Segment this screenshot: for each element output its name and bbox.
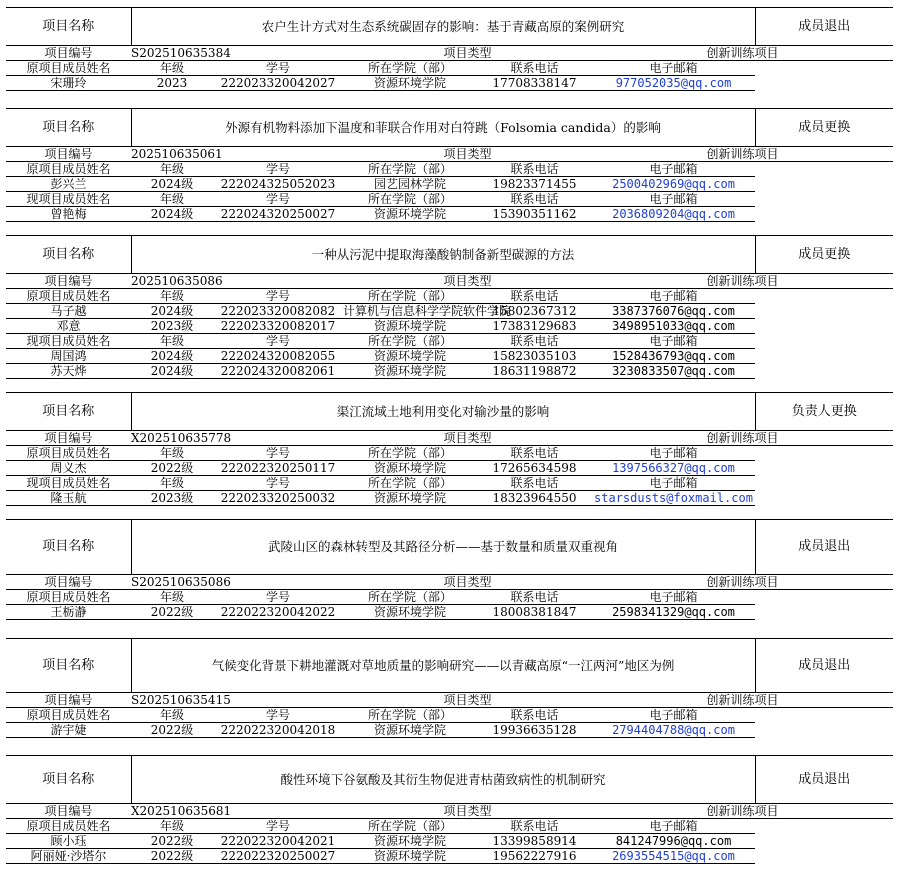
project-number-label: 项目编号 <box>6 804 131 819</box>
member-student-id: 222023320042027 <box>213 76 343 91</box>
column-header-grade: 年级 <box>131 476 213 491</box>
member-name: 游宇婕 <box>6 723 131 738</box>
member-group-label: 原项目成员姓名 <box>6 289 131 304</box>
member-group-label: 现项目成员姓名 <box>6 192 131 207</box>
project-type: 创新训练项目 <box>592 46 893 61</box>
member-name: 曾艳梅 <box>6 207 131 222</box>
project-block <box>6 755 893 864</box>
member-name: 周义杰 <box>6 461 131 476</box>
project-type-label: 项目类型 <box>343 274 592 289</box>
column-header-grade: 年级 <box>131 819 213 834</box>
column-header-phone: 联系电话 <box>477 61 592 76</box>
project-title: 武陵山区的森林转型及其路径分析——基于数量和质量双重视角 <box>131 520 755 575</box>
column-header-email: 电子邮箱 <box>592 476 755 491</box>
column-header-phone: 联系电话 <box>477 708 592 723</box>
column-header-grade: 年级 <box>131 61 213 76</box>
original-members-header-row <box>6 289 893 304</box>
member-email[interactable]: 2500402969@qq.com <box>592 177 755 192</box>
project-block <box>6 235 893 379</box>
column-header-college: 所在学院（部） <box>343 61 477 76</box>
column-header-email: 电子邮箱 <box>592 590 755 605</box>
member-row <box>6 304 893 319</box>
project-type: 创新训练项目 <box>592 431 893 446</box>
member-row <box>6 349 893 364</box>
project-title: 气候变化背景下耕地灌溉对草地质量的影响研究——以青藏高原“一江两河”地区为例 <box>131 639 755 693</box>
member-name: 顾小珏 <box>6 834 131 849</box>
project-type: 创新训练项目 <box>592 575 893 590</box>
member-student-id: 222024320082061 <box>213 364 343 379</box>
project-name-label: 项目名称 <box>6 8 131 46</box>
project-header-row <box>6 393 893 431</box>
project-header-row <box>6 520 893 575</box>
member-email: 3387376076@qq.com <box>592 304 755 319</box>
current-members-header-row <box>6 192 893 207</box>
member-phone: 15390351162 <box>477 207 592 222</box>
project-block <box>6 638 893 738</box>
project-type: 创新训练项目 <box>592 274 893 289</box>
change-type: 成员退出 <box>755 639 893 693</box>
column-header-student-id: 学号 <box>213 590 343 605</box>
project-block <box>6 392 893 506</box>
member-name: 隆玉航 <box>6 491 131 506</box>
column-header-college: 所在学院（部） <box>343 819 477 834</box>
column-header-student-id: 学号 <box>213 446 343 461</box>
project-type-label: 项目类型 <box>343 431 592 446</box>
member-grade: 2022级 <box>131 849 213 864</box>
member-grade: 2024级 <box>131 304 213 319</box>
column-header-grade: 年级 <box>131 289 213 304</box>
column-header-phone: 联系电话 <box>477 192 592 207</box>
column-header-email: 电子邮箱 <box>592 192 755 207</box>
member-row <box>6 834 893 849</box>
change-type: 成员退出 <box>755 8 893 46</box>
project-number-label: 项目编号 <box>6 274 131 289</box>
member-name: 宋珊玲 <box>6 76 131 91</box>
member-phone: 18008381847 <box>477 605 592 620</box>
member-email: 841247996@qq.com <box>592 834 755 849</box>
member-name: 苏天烨 <box>6 364 131 379</box>
member-college: 资源环境学院 <box>343 364 477 379</box>
member-student-id: 222024325052023 <box>213 177 343 192</box>
member-college: 资源环境学院 <box>343 834 477 849</box>
member-group-label: 原项目成员姓名 <box>6 162 131 177</box>
column-header-student-id: 学号 <box>213 708 343 723</box>
column-header-college: 所在学院（部） <box>343 289 477 304</box>
project-number-row <box>6 147 893 162</box>
member-student-id: 222024320250027 <box>213 207 343 222</box>
change-type: 成员更换 <box>755 109 893 147</box>
member-name: 王栃瀞 <box>6 605 131 620</box>
member-email[interactable]: 1397566327@qq.com <box>592 461 755 476</box>
current-members-header-row <box>6 476 893 491</box>
project-name-label: 项目名称 <box>6 109 131 147</box>
member-college: 资源环境学院 <box>343 349 477 364</box>
column-header-student-id: 学号 <box>213 162 343 177</box>
column-header-student-id: 学号 <box>213 61 343 76</box>
member-row <box>6 461 893 476</box>
member-phone: 17708338147 <box>477 76 592 91</box>
column-header-student-id: 学号 <box>213 289 343 304</box>
project-number: X202510635778 <box>131 431 343 446</box>
project-type-label: 项目类型 <box>343 46 592 61</box>
member-college: 资源环境学院 <box>343 723 477 738</box>
project-type: 创新训练项目 <box>592 147 893 162</box>
member-grade: 2024级 <box>131 364 213 379</box>
project-title: 外源有机物料添加下温度和菲联合作用对白符跳（Folsomia candida）的影响 <box>131 109 755 147</box>
column-header-college: 所在学院（部） <box>343 162 477 177</box>
member-email: 1528436793@qq.com <box>592 349 755 364</box>
project-header-row <box>6 756 893 804</box>
project-type: 创新训练项目 <box>592 693 893 708</box>
project-type: 创新训练项目 <box>592 804 893 819</box>
member-email[interactable]: starsdusts@foxmail.com <box>592 491 755 506</box>
member-row <box>6 319 893 334</box>
project-title: 农户生计方式对生态系统碳固存的影响：基于青藏高原的案例研究 <box>131 8 755 46</box>
project-type-label: 项目类型 <box>343 804 592 819</box>
member-email[interactable]: 2794404788@qq.com <box>592 723 755 738</box>
member-grade: 2024级 <box>131 349 213 364</box>
project-number-label: 项目编号 <box>6 46 131 61</box>
project-header-row <box>6 639 893 693</box>
member-college: 资源环境学院 <box>343 491 477 506</box>
column-header-email: 电子邮箱 <box>592 819 755 834</box>
project-number: 202510635086 <box>131 274 343 289</box>
column-header-college: 所在学院（部） <box>343 708 477 723</box>
member-student-id: 222022320250117 <box>213 461 343 476</box>
change-type: 成员退出 <box>755 520 893 575</box>
member-student-id: 222022320042022 <box>213 605 343 620</box>
member-row <box>6 849 893 864</box>
project-block <box>6 519 893 620</box>
project-number-row <box>6 575 893 590</box>
column-header-email: 电子邮箱 <box>592 446 755 461</box>
project-number-row <box>6 46 893 61</box>
member-group-label: 原项目成员姓名 <box>6 590 131 605</box>
member-group-label: 现项目成员姓名 <box>6 334 131 349</box>
project-name-label: 项目名称 <box>6 236 131 274</box>
member-name: 阿丽娅·沙塔尔 <box>6 849 131 864</box>
current-members-header-row <box>6 334 893 349</box>
member-email[interactable]: 977052035@qq.com <box>592 76 755 91</box>
project-name-label: 项目名称 <box>6 393 131 431</box>
member-phone: 15823035103 <box>477 349 592 364</box>
member-phone: 17265634598 <box>477 461 592 476</box>
project-name-label: 项目名称 <box>6 756 131 804</box>
member-name: 周国鸿 <box>6 349 131 364</box>
project-number: S202510635384 <box>131 46 343 61</box>
member-grade: 2022级 <box>131 834 213 849</box>
member-email: 3498951033@qq.com <box>592 319 755 334</box>
member-college: 资源环境学院 <box>343 849 477 864</box>
change-type: 成员退出 <box>755 756 893 804</box>
project-title: 一种从污泥中提取海藻酸钠制备新型碳源的方法 <box>131 236 755 274</box>
member-email: 2598341329@qq.com <box>592 605 755 620</box>
project-type-label: 项目类型 <box>343 693 592 708</box>
original-members-header-row <box>6 162 893 177</box>
member-college: 资源环境学院 <box>343 461 477 476</box>
project-number-label: 项目编号 <box>6 575 131 590</box>
member-row <box>6 605 893 620</box>
member-name: 邓意 <box>6 319 131 334</box>
member-group-label: 原项目成员姓名 <box>6 819 131 834</box>
project-number: 202510635061 <box>131 147 343 162</box>
member-grade: 2022级 <box>131 605 213 620</box>
project-title: 渠江流域土地利用变化对输沙量的影响 <box>131 393 755 431</box>
column-header-college: 所在学院（部） <box>343 476 477 491</box>
member-student-id: 222022320042018 <box>213 723 343 738</box>
column-header-phone: 联系电话 <box>477 590 592 605</box>
member-phone: 13399858914 <box>477 834 592 849</box>
member-group-label: 原项目成员姓名 <box>6 61 131 76</box>
column-header-college: 所在学院（部） <box>343 334 477 349</box>
original-members-header-row <box>6 819 893 834</box>
project-name-label: 项目名称 <box>6 520 131 575</box>
member-college: 计算机与信息科学学院软件学院 <box>343 304 512 318</box>
column-header-phone: 联系电话 <box>477 162 592 177</box>
member-email[interactable]: 2693554515@qq.com <box>592 849 755 864</box>
original-members-header-row <box>6 61 893 76</box>
column-header-grade: 年级 <box>131 192 213 207</box>
member-email: 3230833507@qq.com <box>592 364 755 379</box>
column-header-phone: 联系电话 <box>477 476 592 491</box>
change-type: 负责人更换 <box>755 393 893 431</box>
member-student-id: 222023320250032 <box>213 491 343 506</box>
project-number-label: 项目编号 <box>6 431 131 446</box>
column-header-grade: 年级 <box>131 446 213 461</box>
member-name: 马子越 <box>6 304 131 319</box>
member-row <box>6 76 893 91</box>
original-members-header-row <box>6 590 893 605</box>
member-student-id: 222023320082017 <box>213 319 343 334</box>
column-header-grade: 年级 <box>131 334 213 349</box>
member-phone: 19823371455 <box>477 177 592 192</box>
column-header-phone: 联系电话 <box>477 334 592 349</box>
project-type-label: 项目类型 <box>343 147 592 162</box>
project-number-row <box>6 693 893 708</box>
member-email[interactable]: 2036809204@qq.com <box>592 207 755 222</box>
project-number-label: 项目编号 <box>6 693 131 708</box>
member-phone: 18631198872 <box>477 364 592 379</box>
member-phone: 15802367312 <box>477 304 592 319</box>
member-grade: 2022级 <box>131 461 213 476</box>
member-row <box>6 491 893 506</box>
member-row <box>6 207 893 222</box>
column-header-email: 电子邮箱 <box>592 289 755 304</box>
project-number: S202510635415 <box>131 693 343 708</box>
column-header-email: 电子邮箱 <box>592 708 755 723</box>
member-student-id: 222024320082055 <box>213 349 343 364</box>
member-row <box>6 177 893 192</box>
column-header-grade: 年级 <box>131 590 213 605</box>
project-block <box>6 7 893 91</box>
member-group-label: 现项目成员姓名 <box>6 476 131 491</box>
column-header-grade: 年级 <box>131 162 213 177</box>
member-student-id: 222023320082082 <box>213 304 343 319</box>
project-header-row <box>6 8 893 46</box>
column-header-student-id: 学号 <box>213 819 343 834</box>
member-student-id: 222022320042021 <box>213 834 343 849</box>
project-number-row <box>6 431 893 446</box>
column-header-email: 电子邮箱 <box>592 61 755 76</box>
member-grade: 2024级 <box>131 177 213 192</box>
column-header-college: 所在学院（部） <box>343 446 477 461</box>
member-student-id: 222022320250027 <box>213 849 343 864</box>
member-phone: 18323964550 <box>477 491 592 506</box>
project-number-row <box>6 274 893 289</box>
project-block <box>6 108 893 222</box>
member-college: 园艺园林学院 <box>343 177 477 192</box>
original-members-header-row <box>6 446 893 461</box>
project-header-row <box>6 236 893 274</box>
member-college: 资源环境学院 <box>343 319 477 334</box>
member-phone: 19562227916 <box>477 849 592 864</box>
member-grade: 2024级 <box>131 207 213 222</box>
member-phone: 17383129683 <box>477 319 592 334</box>
member-grade: 2022级 <box>131 723 213 738</box>
project-title: 酸性环境下谷氨酸及其衍生物促进青枯菌致病性的机制研究 <box>131 756 755 804</box>
project-name-label: 项目名称 <box>6 639 131 693</box>
project-number-label: 项目编号 <box>6 147 131 162</box>
original-members-header-row <box>6 708 893 723</box>
member-row <box>6 364 893 379</box>
column-header-phone: 联系电话 <box>477 446 592 461</box>
member-grade: 2023级 <box>131 491 213 506</box>
column-header-email: 电子邮箱 <box>592 334 755 349</box>
column-header-phone: 联系电话 <box>477 289 592 304</box>
member-college: 资源环境学院 <box>343 76 477 91</box>
column-header-student-id: 学号 <box>213 334 343 349</box>
member-college: 资源环境学院 <box>343 207 477 222</box>
column-header-college: 所在学院（部） <box>343 590 477 605</box>
project-type-label: 项目类型 <box>343 575 592 590</box>
member-name: 彭兴兰 <box>6 177 131 192</box>
column-header-grade: 年级 <box>131 708 213 723</box>
project-header-row <box>6 109 893 147</box>
member-grade: 2023 <box>131 76 213 91</box>
project-number: S202510635086 <box>131 575 343 590</box>
member-phone: 19936635128 <box>477 723 592 738</box>
project-number-row <box>6 804 893 819</box>
column-header-student-id: 学号 <box>213 476 343 491</box>
column-header-email: 电子邮箱 <box>592 162 755 177</box>
column-header-college: 所在学院（部） <box>343 192 477 207</box>
member-group-label: 原项目成员姓名 <box>6 446 131 461</box>
member-row <box>6 723 893 738</box>
column-header-phone: 联系电话 <box>477 819 592 834</box>
change-type: 成员更换 <box>755 236 893 274</box>
member-grade: 2023级 <box>131 319 213 334</box>
project-number: X202510635681 <box>131 804 343 819</box>
member-college: 资源环境学院 <box>343 605 477 620</box>
column-header-student-id: 学号 <box>213 192 343 207</box>
member-group-label: 原项目成员姓名 <box>6 708 131 723</box>
